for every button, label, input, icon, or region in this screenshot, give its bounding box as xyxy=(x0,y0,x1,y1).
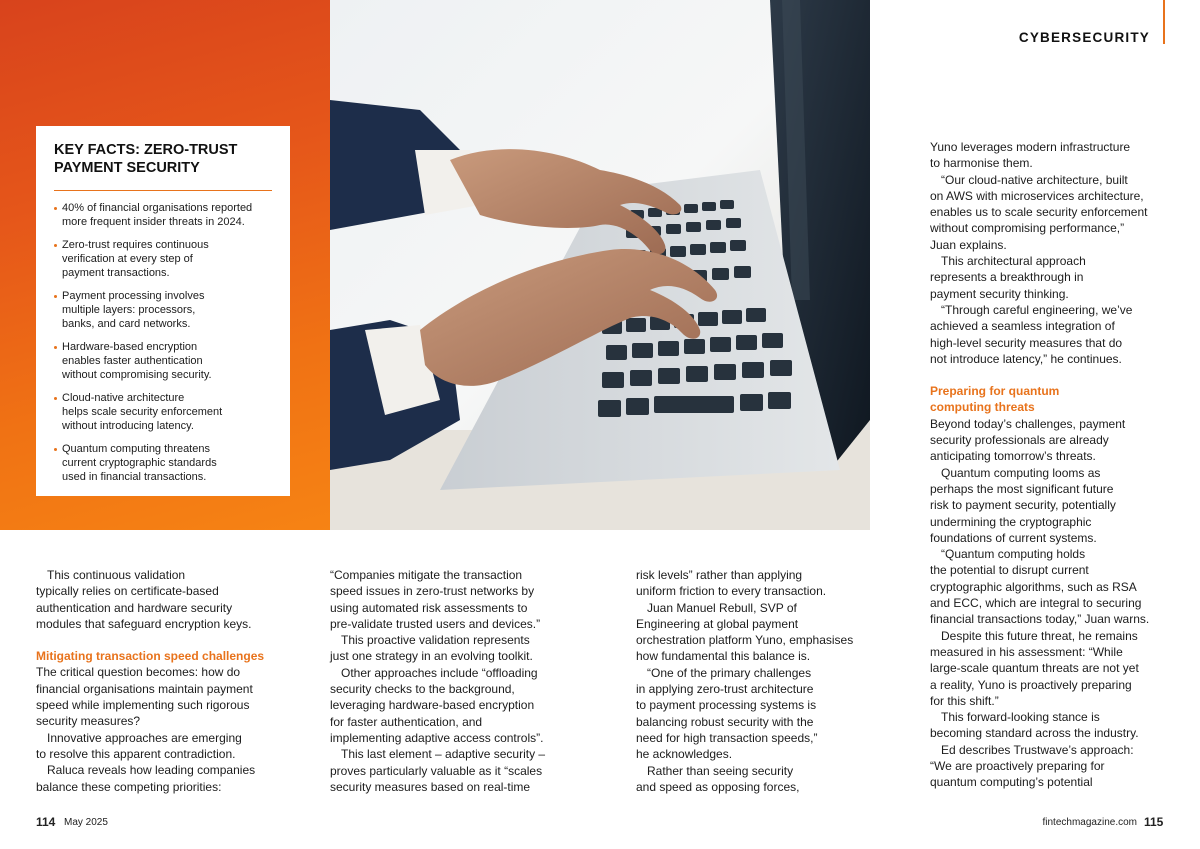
key-fact-item xyxy=(54,238,272,280)
bullet-icon xyxy=(54,244,57,247)
paragraph-gap xyxy=(36,632,286,648)
paragraph: risk levels” rather than applying uniform friction to every transaction. xyxy=(636,568,827,599)
paragraph: Innovative approaches are emerging to resolve this apparent contradiction. xyxy=(36,730,242,761)
paragraph: This proactive validation represents just one strategy in an evolving toolkit. xyxy=(330,633,533,664)
paragraph: Ed describes Trustwave’s approach: “We are proactively preparing for quantum computing’s potential xyxy=(930,742,1134,790)
paragraph: Juan Manuel Rebull, SVP of Engineering at global payment orchestration platform Yuno, emphasises how fundamental this balance is. xyxy=(636,600,854,664)
paragraph: “One of the primary challenges in applying zero-trust architecture to payment processing systems is balancing robust security with the need for high transaction speeds,” he acknowledges. xyxy=(636,665,818,762)
issue-date: May 2025 xyxy=(64,817,108,828)
subheading: Mitigating transaction speed challenges xyxy=(36,649,265,664)
page-number-left: 114 xyxy=(36,815,56,829)
article-column-1 xyxy=(36,567,286,795)
key-facts-divider xyxy=(54,190,272,191)
article-column-4 xyxy=(930,139,1180,791)
bullet-icon xyxy=(54,397,57,400)
paragraph: “Companies mitigate the transaction speed issues in zero-trust networks by using automated risk assessments to pre-validate trusted users and devices.” xyxy=(330,568,541,631)
paragraph: This continuous validation typically relies on certificate-based authentication and hardware security modules that safeguard encryption keys. xyxy=(36,568,252,631)
key-fact-text: Hardware-based encryption enables faster authentication without compromising security. xyxy=(62,341,212,381)
key-fact-item xyxy=(54,442,272,484)
key-facts-box xyxy=(36,126,290,496)
page-number-right: 115 xyxy=(1144,815,1164,829)
subheading: Preparing for quantum computing threats xyxy=(930,384,1060,415)
paragraph: Quantum computing looms as perhaps the most significant future risk to payment security, potentially undermining the cryptographic foundations of current systems. xyxy=(930,465,1116,545)
bullet-icon xyxy=(54,207,57,210)
paragraph: Other approaches include “offloading security checks to the background, leveraging hardware-based encryption for faster authentication, and implementing adaptive access controls”. xyxy=(330,665,544,745)
bullet-icon xyxy=(54,295,57,298)
site-url[interactable]: fintechmagazine.com xyxy=(1042,817,1137,828)
key-fact-item xyxy=(54,340,272,382)
key-fact-text: Quantum computing threatens current cryptographic standards used in financial transactions. xyxy=(62,443,217,483)
key-fact-text: 40% of financial organisations reported more frequent insider threats in 2024. xyxy=(62,202,253,228)
key-facts-title: KEY FACTS: ZERO-TRUST PAYMENT SECURITY xyxy=(54,142,238,176)
paragraph: Yuno leverages modern infrastructure to harmonise them. xyxy=(930,140,1131,171)
paragraph: Rather than seeing security and speed as opposing forces, xyxy=(636,763,800,794)
paragraph: Despite this future threat, he remains measured in his assessment: “While large-scale quantum threats are not yet a reality, Yuno is proactively preparing for this shift.” xyxy=(930,628,1139,708)
key-fact-text: Cloud-native architecture helps scale security enforcement without introducing latency. xyxy=(62,392,223,432)
section-label: CYBERSECURITY xyxy=(1018,30,1150,45)
paragraph: “Quantum computing holds the potential to disrupt current cryptographic algorithms, such as RSA and ECC, which are integral to securing financial transactions today,” Juan warns. xyxy=(930,547,1150,627)
key-facts-list xyxy=(54,201,272,484)
key-fact-text: Payment processing involves multiple layers: processors, banks, and card networks. xyxy=(62,290,205,330)
key-fact-text: Zero-trust requires continuous verification at every step of payment transactions. xyxy=(62,239,209,279)
paragraph: The critical question becomes: how do financial organisations maintain payment speed while implementing such rigorous security measures? xyxy=(36,665,253,729)
paragraph: Beyond today’s challenges, payment security professionals are already anticipating tomorrow’s threats. xyxy=(930,416,1126,464)
key-fact-item xyxy=(54,201,272,229)
article-column-3 xyxy=(636,567,886,795)
bullet-icon xyxy=(54,448,57,451)
paragraph: This last element – adaptive security – proves particularly valuable as it “scales security measures based on real-time xyxy=(330,747,546,794)
key-fact-item xyxy=(54,289,272,331)
key-fact-item xyxy=(54,391,272,433)
paragraph: This forward-looking stance is becoming standard across the industry. xyxy=(930,710,1139,741)
paragraph: “Our cloud-native architecture, built on AWS with microservices architecture, enables us to scale security enforcement without compromising performance,” Juan explains. xyxy=(930,172,1148,252)
paragraph: Raluca reveals how leading companies balance these competing priorities: xyxy=(36,763,256,794)
paragraph: This architectural approach represents a breakthrough in payment security thinking. xyxy=(930,254,1086,301)
paragraph-gap xyxy=(930,367,1180,383)
bullet-icon xyxy=(54,346,57,349)
article-column-2 xyxy=(330,567,580,795)
paragraph: “Through careful engineering, we’ve achieved a seamless integration of high-level security measures that do not introduce latency,” he continues. xyxy=(930,302,1133,366)
section-rule xyxy=(1163,0,1165,44)
laptop-typing-photo xyxy=(330,0,870,530)
